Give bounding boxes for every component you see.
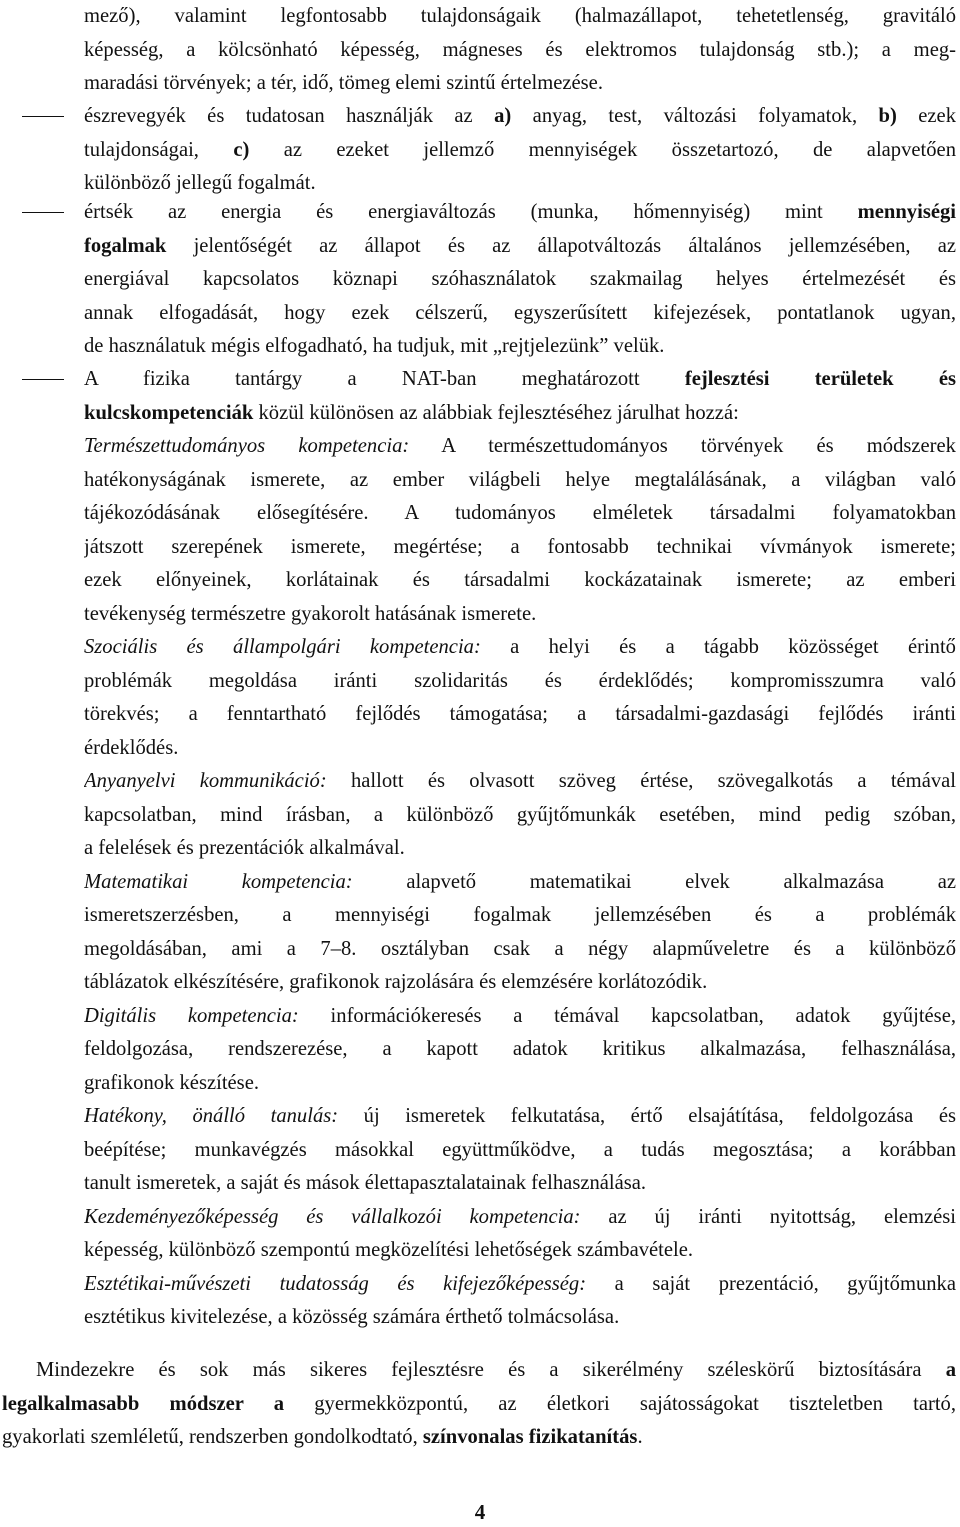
text-line: Hatékony, önálló tanulás: új ismeretek felkutatása, értő elsajátítása, feldolgozása és	[84, 1105, 956, 1127]
text-line: játszott szerepének ismerete, megértése; a fontosabb technikai vívmányok ismerete;	[84, 535, 956, 558]
text-line: tájékozódásának elősegítésére. A tudományos elméletek társadalmi folyamatokban	[84, 502, 956, 524]
text-line: különböző jellegű fogalmát.	[84, 172, 316, 194]
bullet-dash	[22, 212, 64, 213]
text-line: észrevegyék és tudatosan használják az a) anyag, test, változási folyamatok, b) ezek	[84, 105, 956, 127]
text-line: Matematikai kompetencia: alapvető matematikai elvek alkalmazása az	[84, 870, 956, 893]
text-line: tevékenység természetre gyakorolt hatásának ismerete.	[84, 602, 537, 625]
text-line: Mindezekre és sok más sikeres fejlesztésre és a sikerélmény széleskörű biztosítására a	[36, 1359, 956, 1381]
text-line: A fizika tantárgy a NAT-ban meghatározott fejlesztési területek és	[84, 368, 956, 390]
text-line: ismeretszerzésben, a mennyiségi fogalmak jellemzésében és a problémák	[84, 904, 956, 926]
text-line: Anyanyelvi kommunikáció: hallott és olvasott szöveg értése, szövegalkotás a témával	[84, 770, 956, 792]
text-line: problémák megoldása iránti szolidaritás és érdeklődés; kompromisszumra való	[84, 669, 956, 692]
text-line: hatékonyságának ismerete, az ember világbeli helye megtalálásának, a világban való	[84, 468, 956, 491]
text-line: tanult ismeretek, a saját és mások élettapasztalatainak felhasználása.	[84, 1172, 647, 1194]
text-line: grafikonok készítése.	[84, 1071, 259, 1094]
text-line: legalkalmasabb módszer a gyermekközpontú, az életkori sajátosságokat tiszteletben tartó,	[2, 1392, 956, 1415]
text-line: Szociális és állampolgári kompetencia: a helyi és a tágabb közösséget érintő	[84, 636, 956, 658]
text-line: kulcskompetenciák közül különösen az alábbiak fejlesztéséhez járulhat hozzá:	[84, 401, 739, 424]
text-line: Digitális kompetencia: információkeresés a témával kapcsolatban, adatok gyűjtése,	[84, 1004, 956, 1027]
bullet-dash	[22, 379, 64, 380]
text-line: törekvés; a fenntartható fejlődés támogatása; a társadalmi-gazdasági fejlődés iránti	[84, 703, 956, 725]
text-line: képesség, a kölcsönható képesség, mágneses és elektromos tulajdonság stb.); a meg-	[84, 38, 956, 61]
text-line: képesség, különböző szempontú megközelítési lehetőségek számbavétele.	[84, 1239, 694, 1261]
text-line: kapcsolatban, mind írásban, a különböző gyűjtőmunkák esetében, mind pedig szóban,	[84, 803, 956, 826]
text-line: gyakorlati szemléletű, rendszerben gondolkodtató, színvonalas fizikatanítás.	[2, 1426, 643, 1448]
text-line: Természettudományos kompetencia: A természettudományos törvények és módszerek	[84, 435, 956, 457]
text-line: energiával kapcsolatos köznapi szóhasználatok szakmailag helyes értelmezését és	[84, 268, 956, 290]
text-line: táblázatok elkészítésére, grafikonok rajzolására és elemzésére korlátozódik.	[84, 971, 708, 993]
text-line: ezek előnyeinek, korlátainak és társadalmi kockázatainak ismerete; az emberi	[84, 569, 956, 591]
bullet-item-eszrevegyek	[84, 100, 956, 201]
continuation-paragraph	[84, 0, 956, 101]
text-line: Esztétikai-művészeti tudatosság és kifejezőképesség: a saját prezentáció, gyűjtőmunka	[84, 1272, 956, 1295]
closing-paragraph	[2, 1354, 956, 1455]
text-line: de használatuk mégis elfogadható, ha tudjuk, mit „rejtjelezünk” velük.	[84, 335, 665, 357]
text-line: a felelések és prezentációk alkalmával.	[84, 837, 405, 859]
bullet-dash	[22, 116, 64, 117]
text-line: érdeklődés.	[84, 736, 179, 759]
text-line: feldolgozása, rendszerezése, a kapott adatok kritikus alkalmazása, felhasználása,	[84, 1038, 956, 1060]
text-line: esztétikus kivitelezése, a közösség számára érthető tolmácsolása.	[84, 1306, 620, 1328]
text-line: annak elfogadását, hogy ezek célszerű, egyszerűsített kifejezések, pontatlanok ugyan,	[84, 301, 956, 324]
page-number: 4	[474, 1500, 486, 1524]
text-line: tulajdonságai, c) az ezeket jellemző mennyiségek összetartozó, de alapvetően	[84, 138, 956, 161]
text-line: megoldásában, ami a 7–8. osztályban csak a négy alapműveletre és a különböző	[84, 937, 956, 960]
text-line: beépítése; munkavégzés másokkal együttműködve, a tudás megosztása; a korábban	[84, 1138, 956, 1161]
text-line: értsék az energia és energiaváltozás (munka, hőmennyiség) mint mennyiségi	[84, 201, 956, 223]
bullet-item-fizika-tantargy	[84, 363, 956, 1335]
text-line: fogalmak jelentőségét az állapot és az állapotváltozás általános jellemzésében, az	[84, 234, 956, 257]
bullet-item-ertsek	[84, 196, 956, 364]
text-line: Kezdeményezőképesség és vállalkozói kompetencia: az új iránti nyitottság, elemzési	[84, 1205, 956, 1228]
text-line: mező), valamint legfontosabb tulajdonságaik (halmazállapot, tehetetlenség, gravitáló	[84, 5, 956, 27]
text-line: maradási törvények; a tér, idő, tömeg elemi szintű értelmezése.	[84, 72, 603, 94]
